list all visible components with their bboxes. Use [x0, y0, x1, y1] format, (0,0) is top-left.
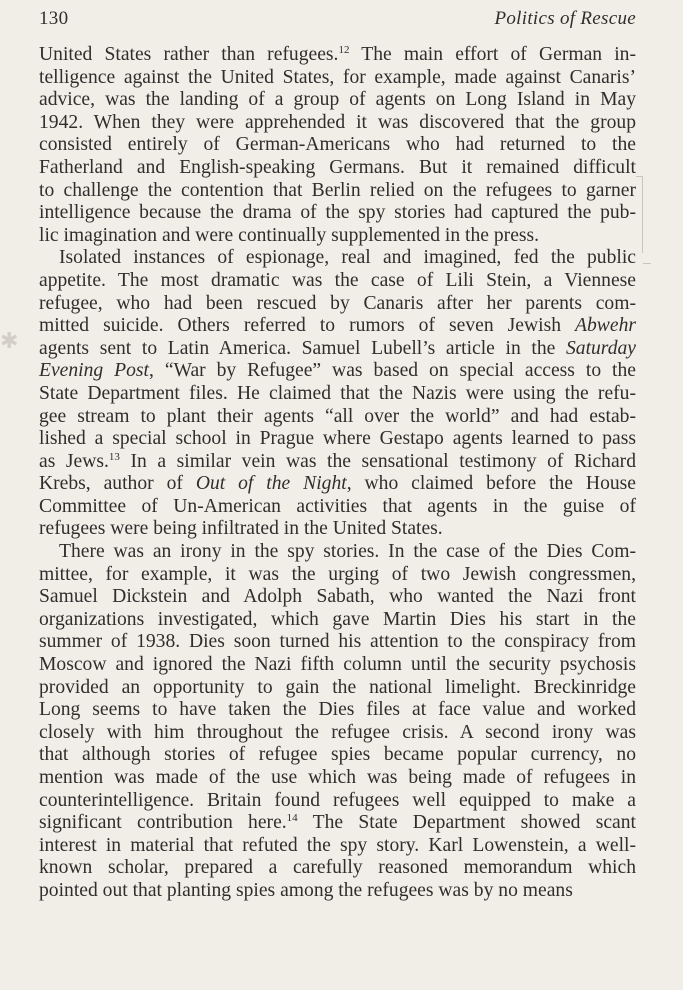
body-text [39, 44, 636, 903]
text-line: counterintelligence. Britain found refugees well equipped to make a [39, 789, 636, 811]
text-line: Committee of Un-American activities that agents in the guise of [39, 495, 636, 517]
text-line: appetite. The most dramatic was the case of Lili Stein, a Viennese [39, 269, 636, 291]
book-page [39, 8, 636, 903]
text-line: lished a special school in Prague where Gestapo agents learned to pass [39, 428, 636, 450]
margin-pencil-star-icon: ✱ [0, 328, 19, 353]
text-line: advice, was the landing of a group of agents on Long Island in May [39, 89, 636, 111]
text-line: to challenge the contention that Berlin relied on the refugees to garner [39, 179, 636, 201]
text-line: telligence against the United States, for example, made against Canaris’ [39, 66, 636, 88]
text-line: significant contribution here.$^{14}$ The State Department showed scant [39, 812, 636, 834]
text-line: refugee, who had been rescued by Canaris after her parents com- [39, 292, 636, 314]
text-line: pointed out that planting spies among the refugees was by no means [39, 879, 573, 901]
text-line: consisted entirely of German-Americans who had returned to the [39, 134, 636, 156]
text-line: as Jews.$^{13}$ In a similar vein was the sensational testimony of Richard [39, 450, 636, 472]
text-line: There was an irony in the spy stories. In the case of the Dies Com- [59, 541, 636, 563]
text-line: Long seems to have taken the Dies files at face value and worked [39, 699, 636, 721]
text-line: agents sent to Latin America. Samuel Lubell’s article in the Saturday [39, 337, 636, 359]
text-line: Samuel Dickstein and Adolph Sabath, who wanted the Nazi front [39, 586, 636, 608]
text-line: gee stream to plant their agents “all over the world” and had estab- [39, 405, 636, 427]
text-line: organizations investigated, which gave Martin Dies his start in the [39, 608, 636, 630]
text-line: refugees were being infiltrated in the United States. [39, 518, 443, 540]
text-line: closely with him throughout the refugee crisis. A second irony was [39, 721, 636, 743]
text-line: Isolated instances of espionage, real and imagined, fed the public [59, 247, 636, 269]
text-line: State Department files. He claimed that the Nazis were using the refu- [39, 382, 636, 404]
running-title: Politics of Rescue [494, 8, 636, 29]
running-head [39, 8, 636, 38]
text-line: provided an opportunity to gain the national limelight. Breckinridge [39, 676, 636, 698]
text-line: Fatherland and English-speaking Germans. But it remained difficult [39, 156, 636, 178]
margin-pencil-bracket [636, 176, 643, 253]
text-line: that although stories of refugee spies became popular currency, no [39, 744, 636, 766]
text-line: Moscow and ignored the Nazi fifth column until the security psychosis [39, 654, 636, 676]
text-line: Evening Post, “War by Refugee” was based on special access to the [39, 360, 636, 382]
margin-pencil-dash [643, 263, 651, 264]
text-line: mittee, for example, it was the urging of two Jewish congressmen, [39, 563, 636, 585]
text-line: intelligence because the drama of the spy stories had captured the pub- [39, 202, 636, 224]
text-line: known scholar, prepared a carefully reasoned memorandum which [39, 857, 636, 879]
page-number: 130 [39, 8, 69, 29]
text-line: lic imagination and were continually supplemented in the press. [39, 224, 540, 246]
paragraph [39, 247, 636, 541]
text-line: mitted suicide. Others referred to rumors of seven Jewish Abwehr [39, 315, 636, 337]
text-line: interest in material that refuted the spy story. Karl Lowenstein, a well- [39, 834, 636, 856]
text-line: summer of 1938. Dies soon turned his attention to the conspiracy from [39, 631, 636, 653]
paragraph [39, 541, 636, 903]
text-line: mention was made of the use which was being made of refugees in [39, 767, 636, 788]
paragraph [39, 44, 636, 247]
text-line: Krebs, author of Out of the Night, who claimed before the House [39, 473, 636, 495]
text-line: 1942. When they were apprehended it was discovered that the group [39, 111, 636, 133]
text-line: United States rather than refugees.$^{12}$ The main effort of German in- [39, 44, 637, 65]
